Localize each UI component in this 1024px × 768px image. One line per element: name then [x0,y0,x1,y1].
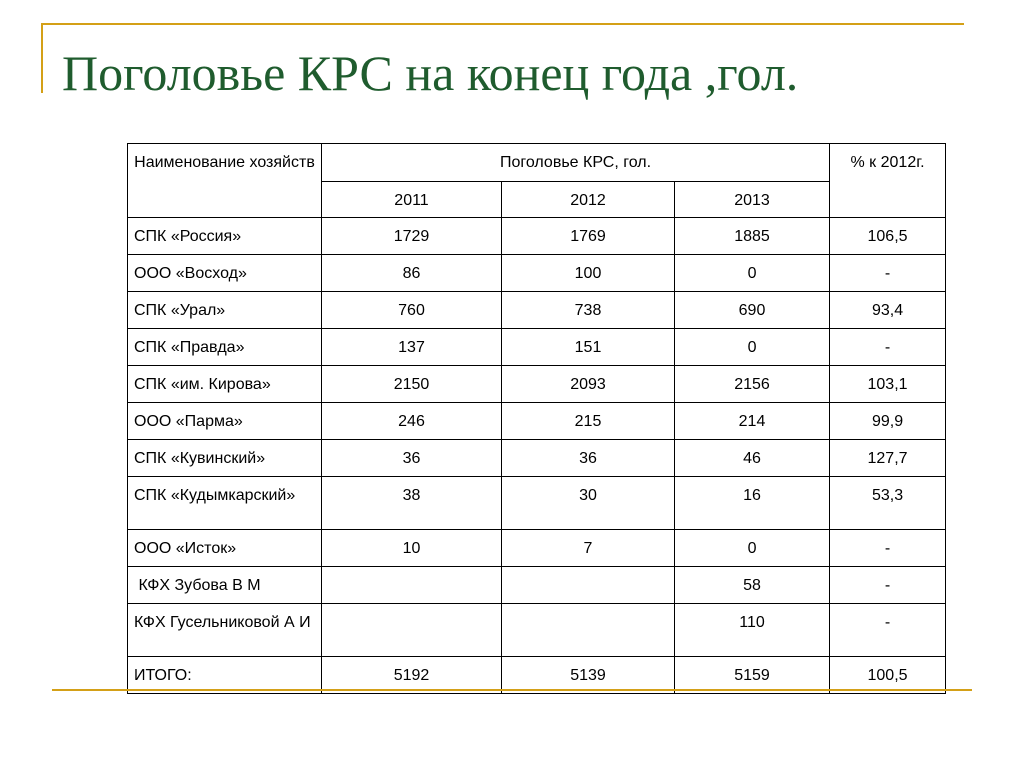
farm-name: СПК «Россия» [128,218,322,255]
value-2013: 16 [675,477,830,530]
table-row [128,329,946,366]
farm-name: ООО «Восход» [128,255,322,292]
value-percent: 93,4 [830,292,946,329]
value-2013: 2156 [675,366,830,403]
total-2012: 5139 [502,657,675,694]
table-row [128,440,946,477]
header-name: Наименование хозяйств [128,144,322,218]
value-2012 [502,604,675,657]
farm-name: КФХ Гусельниковой А И [128,604,322,657]
table-row [128,292,946,329]
slide-title: Поголовье КРС на конец года ,гол. [62,45,799,101]
header-group: Поголовье КРС, гол. [322,144,830,182]
table-row [128,604,946,657]
table-row [128,567,946,604]
value-2012: 1769 [502,218,675,255]
farm-name: КФХ Зубова В М [128,567,322,604]
table-total-row [128,657,946,694]
value-2012 [502,567,675,604]
farm-name: СПК «Урал» [128,292,322,329]
value-percent: 99,9 [830,403,946,440]
value-percent: 106,5 [830,218,946,255]
value-2012: 215 [502,403,675,440]
value-2011: 137 [322,329,502,366]
header-year: 2013 [675,182,830,218]
farm-name: ООО «Парма» [128,403,322,440]
value-percent: - [830,604,946,657]
table-row [128,477,946,530]
header-year: 2012 [502,182,675,218]
header-percent: % к 2012г. [830,144,946,218]
total-label: ИТОГО: [128,657,322,694]
value-percent: - [830,329,946,366]
table-row [128,218,946,255]
value-percent: 53,3 [830,477,946,530]
farm-name: СПК «Правда» [128,329,322,366]
table-row [128,530,946,567]
value-2011: 36 [322,440,502,477]
farm-name: СПК «Кувинский» [128,440,322,477]
value-2011: 10 [322,530,502,567]
value-2011: 760 [322,292,502,329]
value-2013: 0 [675,329,830,366]
value-2012: 7 [502,530,675,567]
header-year: 2011 [322,182,502,218]
value-2011 [322,604,502,657]
value-2011: 2150 [322,366,502,403]
farm-name: СПК «Кудымкарский» [128,477,322,530]
value-2013: 0 [675,530,830,567]
value-2011: 38 [322,477,502,530]
table-header-row [128,144,946,182]
value-percent: 127,7 [830,440,946,477]
farm-name: ООО «Исток» [128,530,322,567]
left-accent-line [41,23,43,93]
value-2011 [322,567,502,604]
table-row [128,255,946,292]
value-2012: 2093 [502,366,675,403]
value-2013: 214 [675,403,830,440]
value-2013: 1885 [675,218,830,255]
value-2013: 58 [675,567,830,604]
value-2012: 100 [502,255,675,292]
value-2011: 1729 [322,218,502,255]
value-2012: 36 [502,440,675,477]
value-percent: - [830,567,946,604]
value-2012: 30 [502,477,675,530]
value-2013: 110 [675,604,830,657]
value-2011: 246 [322,403,502,440]
value-2013: 46 [675,440,830,477]
table-row [128,366,946,403]
value-2012: 738 [502,292,675,329]
livestock-table [127,143,946,694]
total-percent: 100,5 [830,657,946,694]
value-percent: 103,1 [830,366,946,403]
value-2011: 86 [322,255,502,292]
farm-name: СПК «им. Кирова» [128,366,322,403]
value-percent: - [830,255,946,292]
value-2013: 690 [675,292,830,329]
value-2012: 151 [502,329,675,366]
total-2013: 5159 [675,657,830,694]
value-percent: - [830,530,946,567]
table-row [128,403,946,440]
bottom-accent-line [52,689,972,691]
top-accent-line [41,23,964,25]
value-2013: 0 [675,255,830,292]
total-2011: 5192 [322,657,502,694]
